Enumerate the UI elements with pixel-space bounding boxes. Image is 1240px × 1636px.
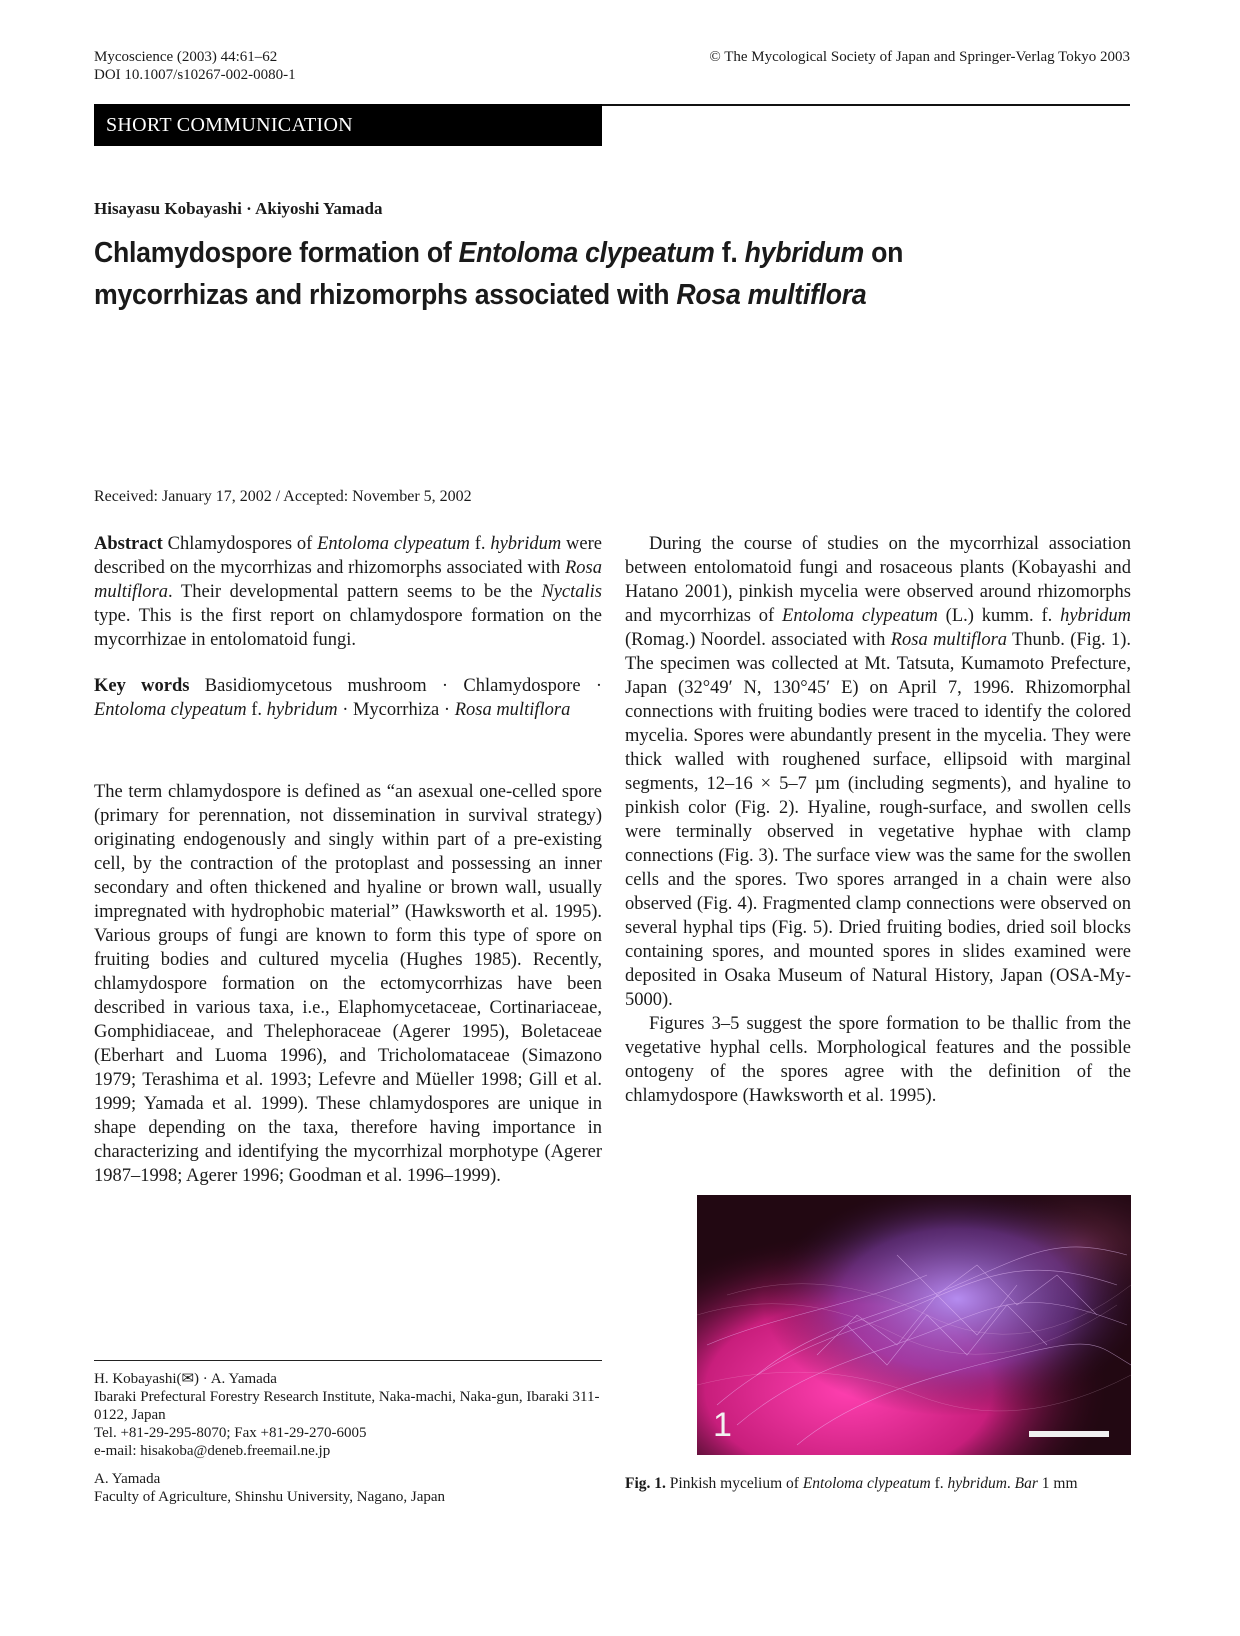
caption-text: Pinkish mycelium of xyxy=(665,1475,803,1492)
section-banner: SHORT COMMUNICATION xyxy=(94,104,602,146)
corresponding-authors: H. Kobayashi(✉) · A. Yamada xyxy=(94,1371,277,1387)
caption-text: 1 mm xyxy=(1037,1475,1078,1492)
keywords-text: Basidiomycetous mushroom · Chlamydospore · xyxy=(189,676,602,696)
journal-citation: Mycoscience (2003) 44:61–62 xyxy=(94,49,278,65)
keywords-text: f. xyxy=(246,700,267,720)
figure-1-caption xyxy=(625,1474,1131,1494)
keywords xyxy=(94,674,602,722)
keywords-label: Key words xyxy=(94,676,190,696)
copyright-notice: © The Mycological Society of Japan and Springer-Verlag Tokyo 2003 xyxy=(709,49,1130,65)
left-column xyxy=(94,532,602,1188)
abstract-text: . Their developmental pattern seems to be the xyxy=(168,582,542,602)
figure-number-label: 1 xyxy=(713,1406,732,1444)
abstract-text: were described on the mycorrhizas and rhizomorphs associated with xyxy=(94,534,602,578)
second-author: A. Yamada xyxy=(94,1471,161,1487)
abstract-text: f. xyxy=(469,534,491,554)
abstract-text: type. This is the first report on chlamydospore formation on the mycorrhizae in entolomatoid fungi. xyxy=(94,606,602,650)
title-host: Rosa multiflora xyxy=(676,279,867,311)
body-text: (L.) kumm. f. xyxy=(937,606,1061,626)
abstract-form: hybridum xyxy=(490,534,562,554)
keywords-form: hybridum xyxy=(266,700,338,720)
keywords-host: Rosa multiflora xyxy=(454,700,571,720)
abstract-text: Chlamydospores of xyxy=(162,534,318,554)
author-affiliations xyxy=(94,1370,602,1506)
results-paragraph xyxy=(625,532,1131,1012)
affiliation-2: Faculty of Agriculture, Shinshu University, Nagano, Japan xyxy=(94,1489,446,1505)
title-part: on mycorrhizas and rhizomorphs associated with xyxy=(94,237,904,311)
abstract-species: Entoloma clypeatum xyxy=(317,534,470,554)
caption-species: Entoloma clypeatum xyxy=(802,1475,931,1492)
abstract-label: Abstract xyxy=(94,534,163,554)
email: e-mail: hisakoba@deneb.freemail.ne.jp xyxy=(94,1443,331,1459)
doi: DOI 10.1007/s10267-002-0080-1 xyxy=(94,67,296,83)
caption-bar: Bar xyxy=(1014,1475,1038,1492)
abstract-host: Rosa multiflora xyxy=(94,558,602,602)
authors: Hisayasu Kobayashi · Akiyoshi Yamada xyxy=(94,199,383,218)
caption-text: f. xyxy=(930,1475,948,1492)
right-column xyxy=(625,532,1131,1108)
keywords-species: Entoloma clypeatum xyxy=(94,700,247,720)
body-text: Thunb. (Fig. 1). The specimen was collected at Mt. Tatsuta, Kumamoto Prefecture, Japan (32°49′ N, 130°45′ E) on April 7, 1996. Rhizomorphal connections with fruiting bodies were traced to identify the colored mycelia. Spores were abundantly present in the mycelia. They were thick walled with roughened surface, ellipsoid with marginal segments, 12–16 × 5–7 µm (including segments), and hyaline to pinkish color (Fig. 2). Hyaline, rough-surface, and swollen cells were terminally observed in vegetative hyphae with clamp connections (Fig. 3). The surface view was the same for the swollen cells and the spores. Two spores arranged in a chain were also observed (Fig. 4). Fragmented clamp connections were observed on several hyphal tips (Fig. 5). Dried fruiting bodies, dried soil blocks containing spores, and mounted spores in slides examined were deposited in Osaka Museum of Natural History, Japan (OSA-My-5000). xyxy=(625,630,1132,1010)
body-host: Rosa multiflora xyxy=(890,630,1008,650)
title-part: Chlamydospore formation of xyxy=(94,237,459,269)
body-species: Entoloma clypeatum xyxy=(782,606,938,626)
figure-1-photo xyxy=(697,1195,1131,1455)
scale-bar xyxy=(1029,1431,1109,1437)
keywords-text: · Mycorrhiza · xyxy=(337,700,455,720)
caption-text: . xyxy=(1006,1475,1015,1492)
mycelium-image xyxy=(697,1195,1131,1455)
title-form: hybridum xyxy=(744,237,864,269)
phone-fax: Tel. +81-29-295-8070; Fax +81-29-270-6005 xyxy=(94,1425,367,1441)
intro-paragraph: The term chlamydospore is defined as “an asexual one-celled spore (primary for perennation, not dissemination in survival strategy) originating endogenously and singly within part of a pre-existing cell, by the contraction of the protoplast and possessing an inner secondary and often thickened and hyaline or brown wall, usually impregnated with hydrophobic material” (Hawksworth et al. 1995). Various groups of fungi are known to form this type of spore on fruiting bodies and cultured mycelia (Hughes 1985). Recently, chlamydospore formation on the ectomycorrhizas have been described in various taxa, i.e., Elaphomycetaceae, Cortinariaceae, Gomphidiaceae, and Thelephoraceae (Agerer 1995), Boletaceae (Eberhart and Luoma 1996), and Tricholomataceae (Simazono 1979; Terashima et al. 1993; Lefevre and Müeller 1998; Gill et al. 1999; Yamada et al. 1999). These chlamydospores are unique in shape depending on the taxa, therefore having importance in characterizing and identifying the mycorrhizal morphotype (Agerer 1987–1998; Agerer 1996; Goodman et al. 1996–1999). xyxy=(94,782,602,1186)
caption-form: hybridum xyxy=(947,1475,1007,1492)
article-title xyxy=(94,232,1023,316)
discussion-paragraph: Figures 3–5 suggest the spore formation to be thallic from the vegetative hyphal cells. Morphological features and the possible ontogeny of the spores agree with the definition of the chlamydospore (Hawksworth et al. 1995). xyxy=(625,1014,1131,1106)
received-dates: Received: January 17, 2002 / Accepted: November 5, 2002 xyxy=(94,488,472,505)
body-text: (Romag.) Noordel. associated with xyxy=(625,630,891,650)
title-species: Entoloma clypeatum xyxy=(458,237,715,269)
affiliation-1: Ibaraki Prefectural Forestry Research Institute, Naka-machi, Naka-gun, Ibaraki 311-0122, Japan xyxy=(94,1389,600,1423)
footnote-rule xyxy=(94,1360,602,1361)
body-form: hybridum xyxy=(1060,606,1132,626)
title-part: f. xyxy=(714,237,745,269)
body-text: During the course of studies on the mycorrhizal association between entolomatoid fungi and rosaceous plants (Kobayashi and Hatano 2001), pinkish mycelia were observed around rhizomorphs and mycorrhizas of xyxy=(625,534,1131,626)
abstract-type: Nyctalis xyxy=(541,582,602,602)
caption-label: Fig. 1. xyxy=(625,1475,666,1492)
journal-header xyxy=(94,48,296,84)
abstract xyxy=(94,532,602,652)
